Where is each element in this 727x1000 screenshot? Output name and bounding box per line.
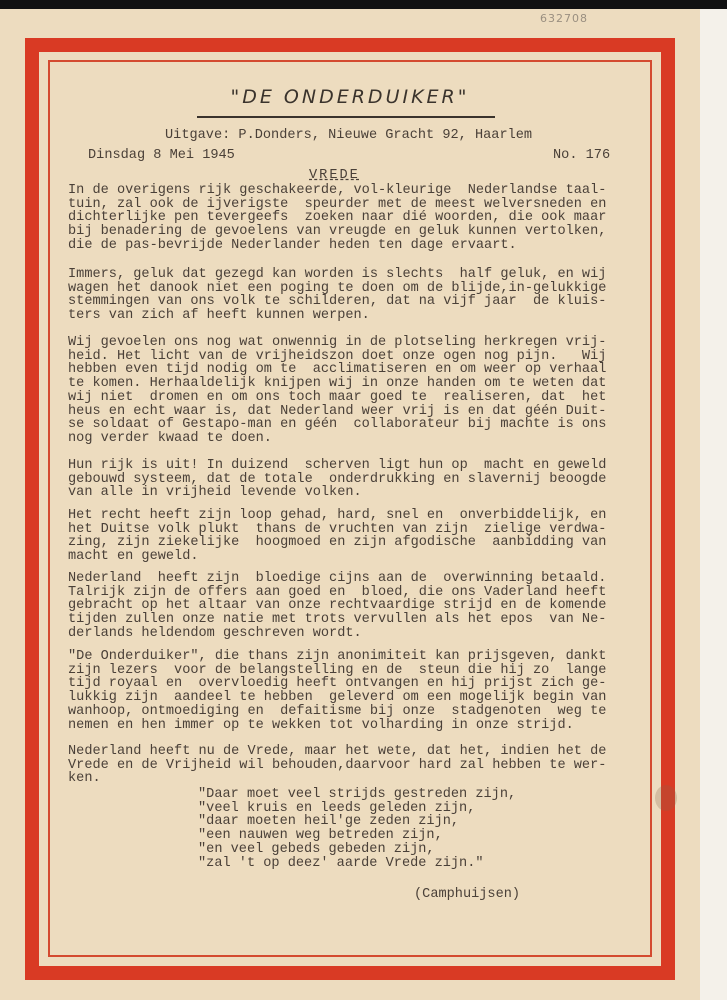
paragraph: Wij gevoelen ons nog wat onwennig in de plotseling herkregen vrij- heid. Het licht van de vrijheidszon doet onze ogen nog pijn. Wij hebben even tijd nodig om te acclimatiseren en om weer op verhaal te komen. Herhaaldelijk knijpen wij in onze handen om te weten dat wij niet dromen en om ons toch maar goed te realiseren, dat het heus en echt waar is, dat Nederland weer vrij is en dat géén Duit- se soldaat of Gestapo-man en géén collaborateur bij machte is ons nog verder kwaad te doen.	[68, 335, 607, 446]
publisher-line: Uitgave: P.Donders, Nieuwe Gracht 92, Haarlem	[165, 128, 533, 143]
paragraph: Hun rijk is uit! In duizend scherven ligt hun op macht en geweld gebouwd systeem, dat de totale onderdrukking en slavernij beoogde van alle in vrijheid levende volken.	[68, 458, 607, 501]
archive-mark: 632708	[540, 12, 588, 25]
issue-number: No. 176	[553, 148, 611, 163]
paragraph: Immers, geluk dat gezegd kan worden is slechts half geluk, en wij wagen het danook niet een poging te doen om de blijde,in-gelukkige stemmingen van ons volk te schilderen, dat na vijf jaar de kluis- ters van zich af heeft kunnen werpen.	[68, 267, 607, 324]
paragraph: In de overigens rijk geschakeerde, vol-kleurige Nederlandse taal- tuin, zal ook de ijverigste speurder met de meest welversneden en dichterlijke pen tevergeefs zoeken naar dié woorden, die ook maar bij benadering de gevoelens van vreugde en geluk kunnen vertolken, die de pas-bevrijde Nederlander heden ten dage ervaart.	[68, 183, 607, 253]
paragraph: "De Onderduiker", die thans zijn anonimiteit kan prijsgeven, dankt zijn lezers voor de belangstelling en de steun die hij zo lange tijd royaal en overvloedig heeft ontvangen en hij prijst zich ge- lukkig zijn aandeel te hebben geleverd om een mogelijk begin van wanhoop, ontmoediging en defaitisme bij onze stadgenoten weg te nemen en hen immer op te wekken tot volharding in onze strijd.	[68, 649, 607, 733]
paragraph: Het recht heeft zijn loop gehad, hard, snel en onverbiddelijk, en het Duitse volk plukt thans de vruchten van zijn zielige verdwa- zing, zijn ziekelijke hoogmoed en zijn afgodische aanbidding van macht en geweld.	[68, 508, 607, 565]
stain	[655, 785, 677, 811]
paragraph: Nederland heeft zijn bloedige cijns aan de overwinning betaald. Talrijk zijn de offers aan goed en bloed, die ons Vaderland heeft gebracht op het altaar van onze rechtvaardige strijd en de komende tijden zullen onze natie met trots vervullen als het epos van Ne- derlands heldendom geschreven wordt.	[68, 571, 607, 641]
masthead-title: "DE ONDERDUIKER"	[230, 86, 470, 108]
scan-top-edge	[0, 0, 727, 9]
paragraph: Nederland heeft nu de Vrede, maar het wete, dat het, indien het de Vrede en de Vrijheid wil behouden,daarvoor hard zal hebben te wer- ken.	[68, 744, 607, 787]
article-heading: VREDE	[309, 168, 360, 183]
poem: "Daar moet veel strijds gestreden zijn, "veel kruis en leeds geleden zijn, "daar moeten heil'ge zeden zijn, "een nauwen weg betreden zijn, "en veel gebeds gebeden zijn, "zal 't op deez' aarde Vrede zijn."	[198, 787, 517, 871]
poem-attribution: (Camphuijsen)	[414, 887, 521, 902]
issue-date: Dinsdag 8 Mei 1945	[88, 148, 235, 163]
masthead-rule	[197, 116, 495, 118]
